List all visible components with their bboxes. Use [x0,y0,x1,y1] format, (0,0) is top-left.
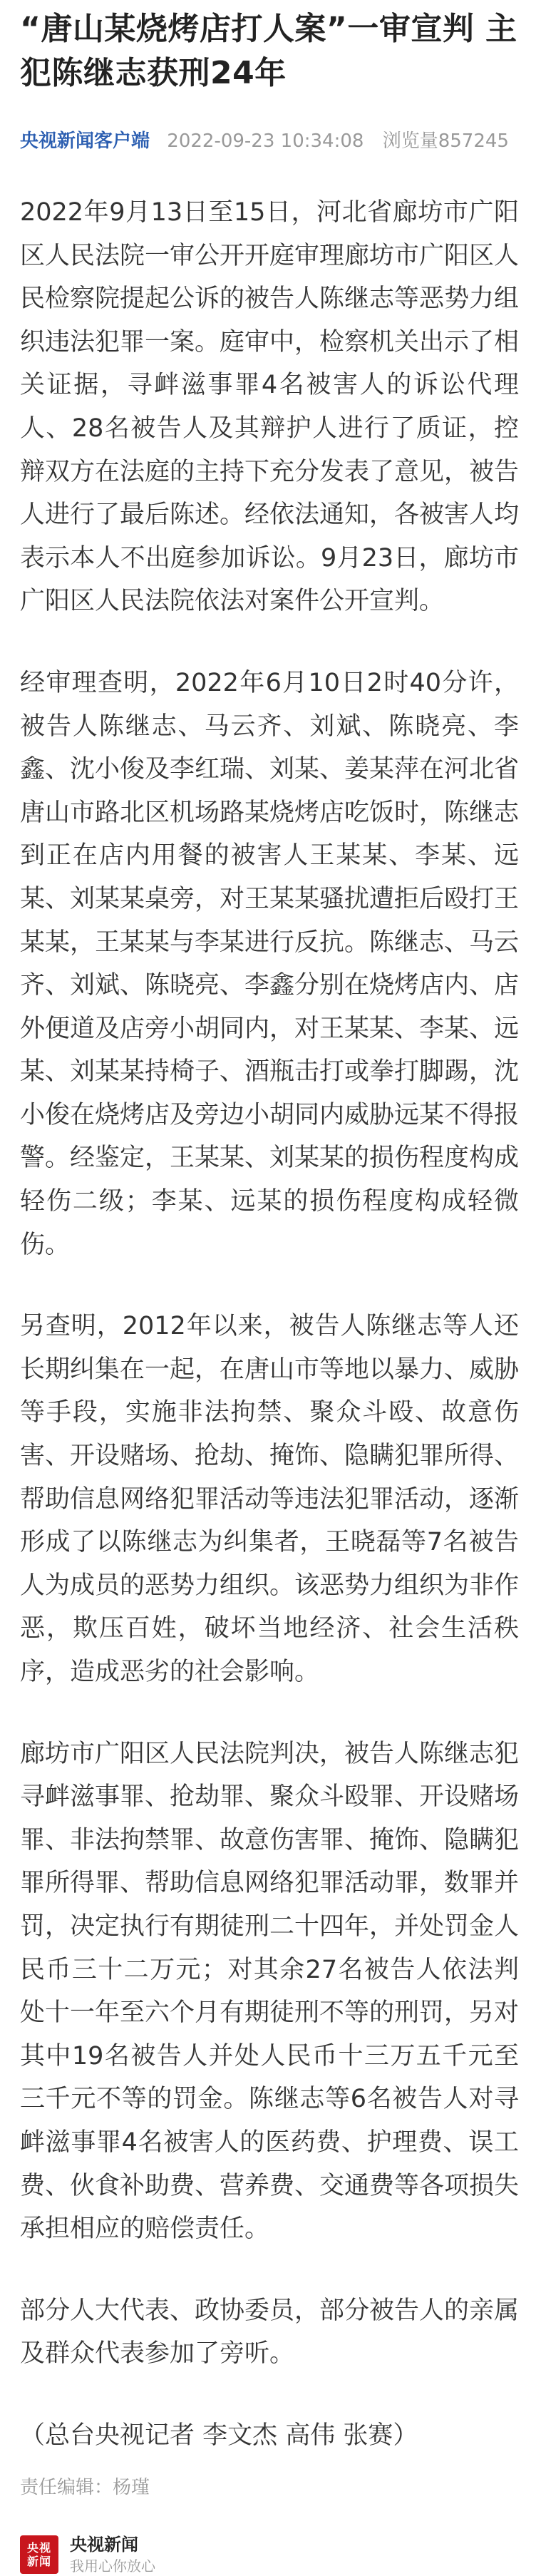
article-meta [20,128,519,154]
logo-text-line2: 新闻 [26,2554,51,2568]
reporter-byline: （总台央视记者 李文杰 高伟 张赛） [20,2421,418,2450]
paragraph-trial: 2022年9月13日至15日，河北省廊坊市广阳区人民法院一审公开开庭审理廊坊市广阳区人民检察院提起公诉的被告人陈继志等恶势力组织违法犯罪一案。庭审中，检察机关出示了相关证据，寻衅滋事罪4名被害人的诉讼代理人、28名被告人及其辩护人进行了质证，控辩双方在法庭的主持下充分发表了意见，被告人进行了最后陈述。经依法通知，各被害人均表示本人不出庭参加诉讼。9月23日，廊坊市广阳区人民法院依法对案件公开宣判。 [20,198,520,616]
paragraph-audience: 部分人大代表、政协委员，部分被告人的亲属及群众代表参加了旁听。 [20,2296,520,2369]
responsible-editor: 责任编辑：杨瑾 [20,2476,150,2498]
view-count: 浏览量857245 [382,130,509,152]
cctv-news-logo [20,2535,58,2574]
brand-text [70,2533,155,2576]
article-title: “唐山某烧烤店打人案”一审宣判 主犯陈继志获刑24年 [20,11,517,91]
brand-slogan: 我用心你放心 [70,2557,155,2575]
logo-text-line1: 央视 [26,2540,51,2555]
brand-footer[interactable] [20,2533,519,2576]
source-link[interactable]: 央视新闻客户端 [20,130,150,152]
paragraph-facts: 经审理查明，2022年6月10日2时40分许，被告人陈继志、马云齐、刘斌、陈晓亮、李鑫、沈小俊及李红瑞、刘某、姜某萍在河北省唐山市路北区机场路某烧烤店吃饭时，陈继志到正在店内用餐的被害人王某某、李某、远某、刘某某桌旁，对王某某骚扰遭拒后殴打王某某，王某某与李某进行反抗。陈继志、马云齐、刘斌、陈晓亮、李鑫分别在烧烤店内、店外便道及店旁小胡同内，对王某某、李某、远某、刘某某持椅子、酒瓶击打或拳打脚踢，沈小俊在烧烤店及旁边小胡同内威胁远某不得报警。经鉴定，王某某、刘某某的损伤程度构成轻伤二级；李某、远某的损伤程度构成轻微伤。 [20,668,520,1259]
brand-name: 央视新闻 [70,2534,138,2555]
paragraph-verdict: 廊坊市广阳区人民法院判决，被告人陈继志犯寻衅滋事罪、抢劫罪、聚众斗殴罪、开设赌场罪、非法拘禁罪、故意伤害罪、掩饰、隐瞒犯罪所得罪、帮助信息网络犯罪活动罪，数罪并罚，决定执行有期徒刑二十四年，并处罚金人民币三十二万元；对其余27名被告人依法判处十一年至六个月有期徒刑不等的刑罚，另对其中19名被告人并处人民币十三万五千元至三千元不等的罚金。陈继志等6名被告人对寻衅滋事罪4名被害人的医药费、护理费、误工费、伙食补助费、营养费、交通费等各项损失承担相应的赔偿责任。 [20,1739,520,2244]
paragraph-gang: 另查明，2012年以来，被告人陈继志等人还长期纠集在一起，在唐山市等地以暴力、威胁等手段，实施非法拘禁、聚众斗殴、故意伤害、开设赌场、抢劫、掩饰、隐瞒犯罪所得、帮助信息网络犯罪活动等违法犯罪活动，逐渐形成了以陈继志为纠集者，王晓磊等7名被告人为成员的恶势力组织。该恶势力组织为非作恶，欺压百姓，破坏当地经济、社会生活秩序，造成恶劣的社会影响。 [20,1312,520,1686]
publish-datetime: 2022-09-23 10:34:08 [167,130,364,152]
article-body [20,191,519,2576]
